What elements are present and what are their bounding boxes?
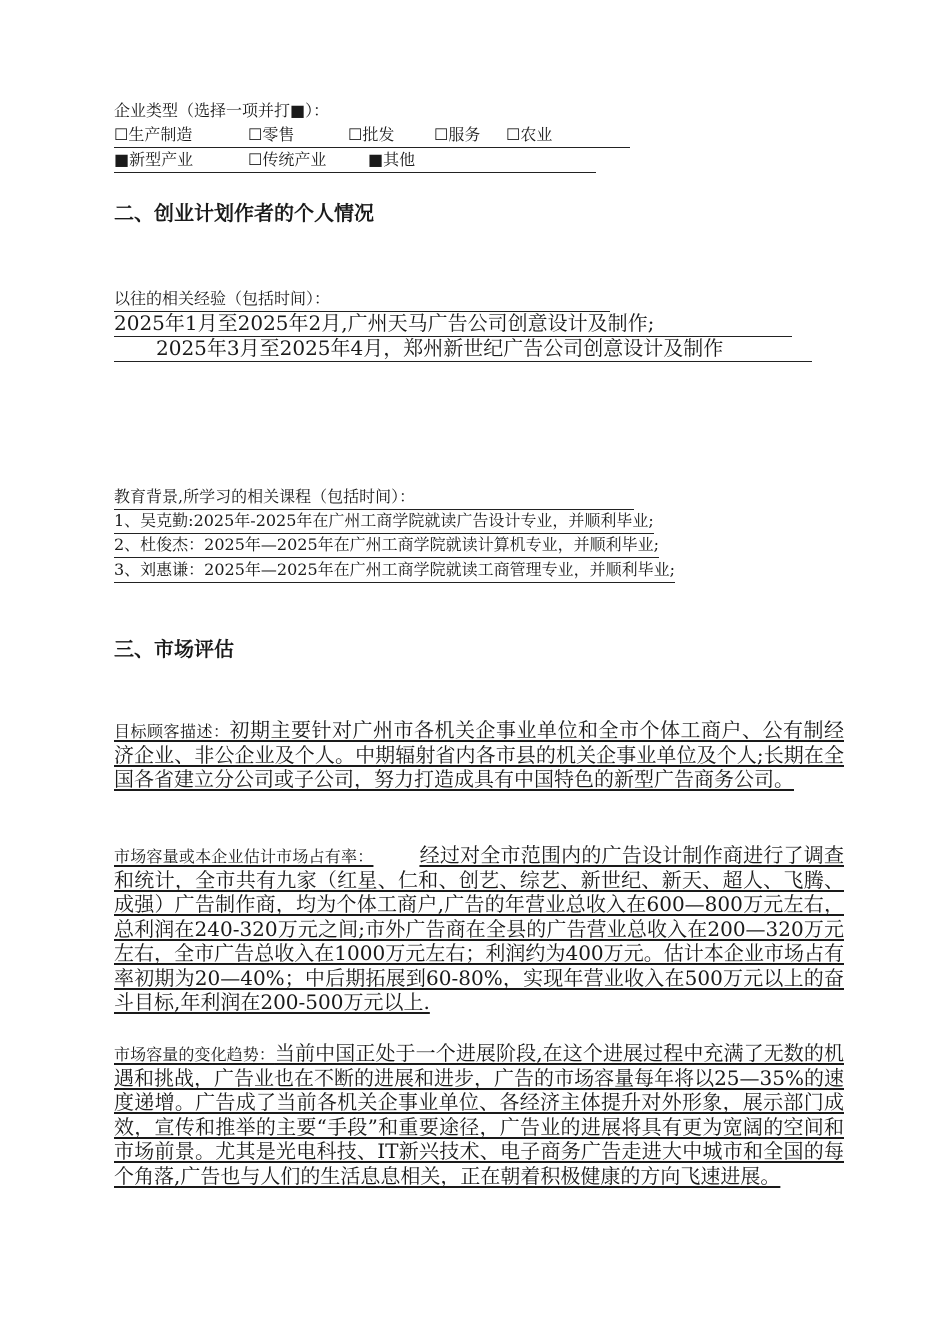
- education-line-3: 3、刘惠谦：2025年—2025年在广州工商学院就读工商管理专业，并顺利毕业;: [114, 559, 675, 583]
- option-retail[interactable]: ☐零售: [248, 125, 295, 144]
- checkbox-empty-icon: ☐: [434, 125, 449, 144]
- target-customer-paragraph: [114, 718, 844, 792]
- market-capacity-text: 经过对全市范围内的广告设计制作商进行了调查和统计，全市共有九家（红星、仁和、创艺、综艺、新世纪、新天、超人、飞腾、成强）广告制作商，均为个体工商户,广告的年营业总收入在600—800万元左右，总利润在240-320万元之间;市外广告商在全县的广告营业总收入在200—320万元左右，全市广告总收入在1000万元左右；利润约为400万元。估计本企业市场占有率初期为20—40%；中后期拓展到60-80%，实现年营业收入在500万元以上的奋斗目标,年利润在200-500万元以上.: [114, 843, 844, 1015]
- enterprise-type-row-2: [114, 149, 596, 173]
- option-manufacturing[interactable]: ☐生产制造: [114, 125, 193, 144]
- option-other[interactable]: ■其他: [368, 150, 416, 169]
- experience-label: 以往的相关经验（包括时间）：: [114, 288, 610, 312]
- market-trend-paragraph: [114, 1041, 844, 1188]
- market-trend-label: 市场容量的变化趋势：: [114, 1045, 275, 1064]
- enterprise-type-row-1: [114, 124, 630, 148]
- checkbox-empty-icon: ☐: [348, 125, 363, 144]
- checkbox-empty-icon: ☐: [248, 125, 263, 144]
- option-agriculture[interactable]: ☐农业: [506, 125, 553, 144]
- option-traditional-industry[interactable]: ☐传统产业: [248, 150, 327, 169]
- market-capacity-paragraph: [114, 843, 844, 1014]
- checkbox-empty-icon: ☐: [506, 125, 521, 144]
- option-service[interactable]: ☐服务: [434, 125, 481, 144]
- market-capacity-label: 市场容量或本企业估计市场占有率：: [114, 847, 374, 866]
- section-3-heading: 三、市场评估: [114, 637, 234, 661]
- option-wholesale[interactable]: ☐批发: [348, 125, 395, 144]
- experience-line-1: 2025年1月至2025年2月,广州天马广告公司创意设计及制作;: [114, 311, 792, 337]
- experience-line-2: 2025年3月至2025年4月，郑州新世纪广告公司创意设计及制作: [114, 336, 812, 362]
- education-line-2: 2、杜俊杰：2025年—2025年在广州工商学院就读计算机专业，并顺利毕业;: [114, 534, 659, 558]
- target-customer-text: 初期主要针对广州市各机关企事业单位和全市个体工商户、公有制经济企业、非公企业及个人。中期辐射省内各市县的机关企事业单位及个人;长期在全国各省建立分公司或子公司，努力打造成具有中国特色的新型广告商务公司。: [114, 718, 844, 792]
- checkbox-filled-icon: ■: [114, 150, 130, 169]
- enterprise-type-label: 企业类型（选择一项并打■）：: [114, 101, 330, 120]
- education-label: 教育背景,所学习的相关课程（包括时间）：: [114, 486, 634, 510]
- target-customer-label: 目标顾客描述：: [114, 722, 230, 741]
- education-line-1: 1、吴克勤:2025年-2025年在广州工商学院就读广告设计专业，并顺利毕业;: [114, 510, 654, 534]
- option-new-industry[interactable]: ■新型产业: [114, 150, 194, 169]
- market-trend-text: 当前中国正处于一个进展阶段,在这个进展过程中充满了无数的机遇和挑战，广告业也在不断的进展和进步，广告的市场容量每年将以25—35%的速度递增。广告成了当前各机关企事业单位、各经济主体提升对外形象，展示部门成效，宣传和推举的主要“手段”和重要途径，广告业的进展将具有更为宽阔的空间和市场前景。尤其是光电科技、IT新兴技术、电子商务广告走进大中城市和全国的每个角落,广告也与人们的生活息息相关，正在朝着积极健康的方向飞速进展。: [114, 1041, 844, 1188]
- section-2-heading: 二、创业计划作者的个人情况: [114, 201, 374, 225]
- checkbox-empty-icon: ☐: [248, 150, 263, 169]
- checkbox-filled-icon: ■: [368, 150, 384, 169]
- checkbox-empty-icon: ☐: [114, 125, 129, 144]
